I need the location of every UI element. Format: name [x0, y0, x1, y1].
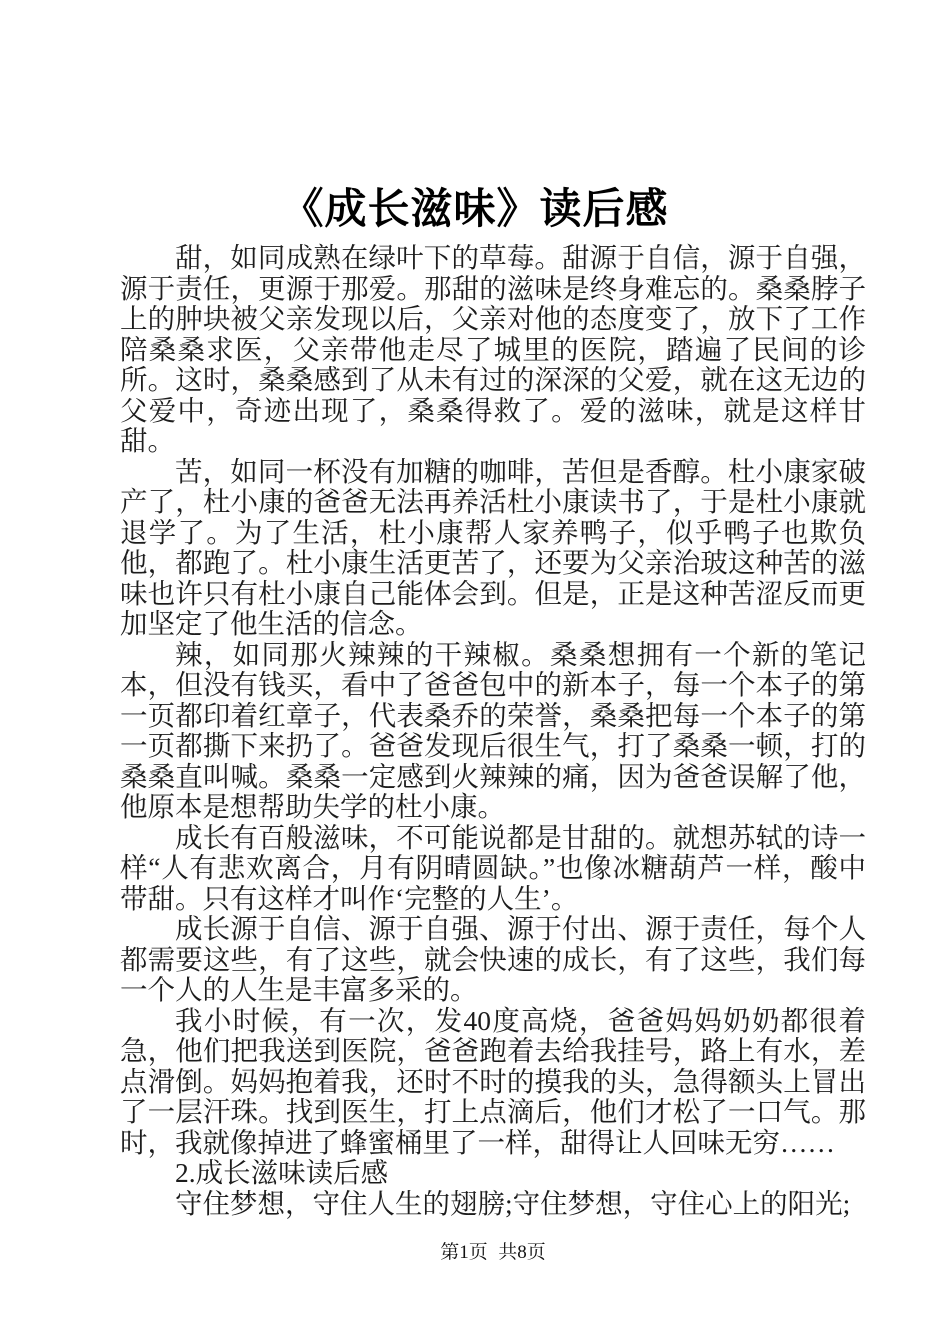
paragraph-dream: 守住梦想，守住人生的翅膀;守住梦想，守住心上的阳光;	[175, 1187, 851, 1219]
document-title: 《成长滋味》读后感	[281, 187, 669, 233]
paragraph-spicy: 辣，如同那火辣辣的干辣椒。桑桑想拥有一个新的笔记本，但没有钱买，看中了爸爸包中的新本子，每一个本子的第一页都印着红章子，代表桑乔的荣誉，桑桑把每一个本子的第一页都撕下来扔了。爸爸发现后很生气，打了桑桑一顿，打的桑桑直叫喊。桑桑一定感到火辣辣的痛，因为爸爸误解了他，他原本是想帮助失学的杜小康。	[120, 638, 866, 822]
paragraph-section-2-heading: 2.成长滋味读后感	[175, 1157, 389, 1188]
page-footer	[120, 1241, 866, 1265]
paragraph-fever-memory: 我小时候，有一次，发40度高烧，爸爸妈妈奶奶都很着急，他们把我送到医院，爸爸跑着去给我挂号，路上有水，差点滑倒。妈妈抱着我，还时不时的摸我的头，急得额头上冒出了一层汗珠。找到医生，打上点滴后，他们才松了一口气。那时，我就像掉进了蜂蜜桶里了一样，甜得让人回味无穷……	[120, 1004, 866, 1158]
paragraph-bitter: 苦，如同一杯没有加糖的咖啡，苦但是香醇。杜小康家破产了，杜小康的爸爸无法再养活杜小康读书了，于是杜小康就退学了。为了生活，杜小康帮人家养鸭子，似乎鸭子也欺负他，都跑了。杜小康生活更苦了，还要为父亲治玻这种苦的滋味也许只有杜小康自己能体会到。但是，正是这种苦涩反而更加坚定了他生活的信念。	[120, 455, 866, 639]
paragraph-growth-sources: 成长源于自信、源于自强、源于付出、源于责任，每个人都需要这些，有了这些，就会快速的成长，有了这些，我们每一个人的人生是丰富多采的。	[120, 913, 866, 1005]
paragraph-sweet: 甜，如同成熟在绿叶下的草莓。甜源于自信，源于自强，源于责任，更源于那爱。那甜的滋味是终身难忘的。桑桑脖子上的肿块被父亲发现以后，父亲对他的态度变了，放下了工作陪桑桑求医，父亲带他走尽了城里的医院，踏遍了民间的诊所。这时，桑桑感到了从未有过的深深的父爱，就在这无边的父爱中，奇迹出现了，桑桑得救了。爱的滋味，就是这样甘甜。	[120, 242, 866, 456]
paragraph-life-flavors: 成长有百般滋味，不可能说都是甘甜的。就想苏轼的诗一样“人有悲欢离合，月有阴晴圆缺。”也像冰糖葫芦一样，酸中带甜。只有这样才叫作‘完整的人生’。	[120, 821, 866, 914]
page-number-label: 第1页	[440, 1242, 488, 1263]
page-total-label: 共8页	[498, 1242, 546, 1263]
